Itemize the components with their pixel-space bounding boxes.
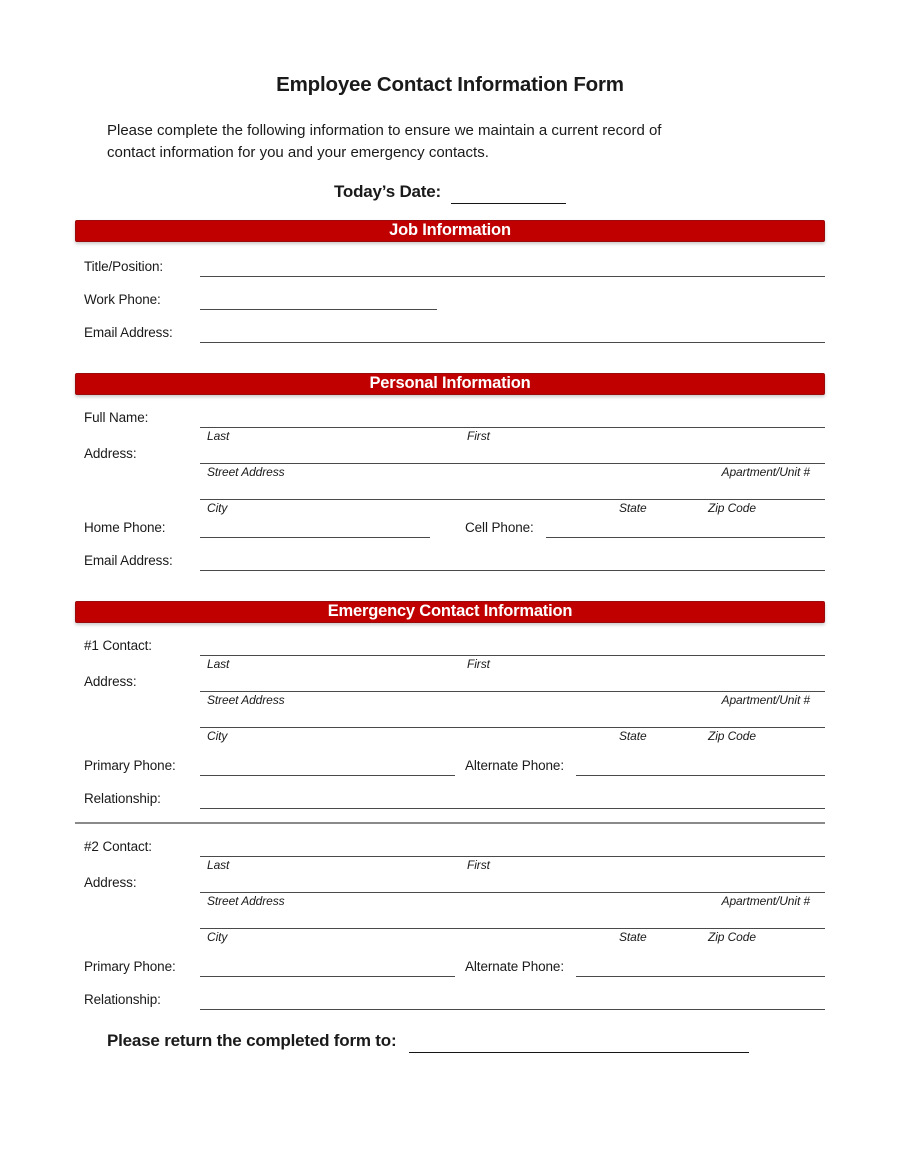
contact2-address-label: Address: [84, 875, 137, 890]
zip-code-sublabel: Zip Code [708, 930, 756, 944]
intro-line-2: contact information for you and your emergency contacts. [107, 144, 489, 161]
contact2-relationship-label: Relationship: [84, 992, 161, 1007]
contact2-city-row [75, 905, 825, 929]
contact2-city-spacer [75, 926, 200, 929]
personal-email-label: Email Address: [84, 553, 173, 568]
first-sublabel: First [467, 858, 490, 872]
contact1-street-sublabels [200, 692, 825, 707]
work-phone-row [75, 286, 825, 310]
contact1-address-label: Address: [84, 674, 137, 689]
contact2-alternate-phone-label: Alternate Phone: [465, 959, 564, 974]
intro-text [107, 120, 825, 164]
contact2-name-row [75, 833, 825, 857]
full-name-input[interactable] [200, 409, 825, 428]
personal-city-sublabels [200, 500, 825, 515]
personal-section-heading: Personal Information [369, 374, 531, 393]
contact2-relationship-input[interactable] [200, 991, 825, 1010]
contact2-alternate-phone-input[interactable] [576, 958, 825, 977]
state-sublabel: State [619, 501, 647, 515]
section-banner-job [75, 220, 825, 242]
city-sublabel: City [207, 501, 228, 515]
title-position-label: Title/Position: [84, 259, 164, 274]
title-position-row [75, 253, 825, 277]
contact2-name-label: #2 Contact: [84, 839, 152, 854]
street-address-sublabel: Street Address [207, 894, 285, 908]
personal-city-input[interactable] [200, 481, 825, 500]
contact1-name-label: #1 Contact: [84, 638, 152, 653]
personal-city-spacer [75, 497, 200, 500]
contact1-block [75, 632, 825, 809]
return-instruction-label: Please return the completed form to: [107, 1031, 397, 1050]
job-email-label: Email Address: [84, 325, 173, 340]
apartment-unit-sublabel: Apartment/Unit # [721, 693, 810, 707]
contact2-name-sublabels [200, 857, 825, 872]
last-sublabel: Last [207, 429, 230, 443]
personal-street-row [75, 440, 825, 464]
personal-email-input[interactable] [200, 552, 825, 571]
first-sublabel: First [467, 429, 490, 443]
personal-section [75, 395, 825, 571]
zip-code-sublabel: Zip Code [708, 729, 756, 743]
section-banner-personal [75, 373, 825, 395]
work-phone-input[interactable] [200, 291, 437, 310]
contact1-relationship-label: Relationship: [84, 791, 161, 806]
home-phone-label: Home Phone: [84, 520, 166, 535]
street-address-sublabel: Street Address [207, 465, 285, 479]
contact2-street-input[interactable] [200, 874, 825, 893]
title-position-input[interactable] [200, 258, 825, 277]
contact1-phones-row [75, 752, 825, 776]
home-phone-input[interactable] [200, 519, 430, 538]
contact1-city-sublabels [200, 728, 825, 743]
contacts-divider [75, 822, 825, 824]
cell-phone-label: Cell Phone: [465, 520, 534, 535]
todays-date-row [75, 180, 825, 204]
contact1-relationship-input[interactable] [200, 790, 825, 809]
contact1-primary-phone-input[interactable] [200, 757, 455, 776]
contact1-relationship-row [75, 785, 825, 809]
contact1-alternate-phone-label: Alternate Phone: [465, 758, 564, 773]
cell-phone-input[interactable] [546, 519, 825, 538]
contact2-primary-phone-label: Primary Phone: [84, 959, 176, 974]
return-to-input[interactable] [409, 1032, 749, 1053]
contact2-city-sublabels [200, 929, 825, 944]
contact1-name-sublabels [200, 656, 825, 671]
contact2-phones-row [75, 953, 825, 977]
form-content [75, 72, 825, 1053]
emergency-section [75, 623, 825, 1010]
contact2-block [75, 833, 825, 1010]
apartment-unit-sublabel: Apartment/Unit # [721, 465, 810, 479]
contact1-city-spacer [75, 725, 200, 728]
work-phone-label: Work Phone: [84, 292, 161, 307]
contact2-primary-phone-input[interactable] [200, 958, 455, 977]
contact2-street-sublabels [200, 893, 825, 908]
last-sublabel: Last [207, 858, 230, 872]
last-sublabel: Last [207, 657, 230, 671]
city-sublabel: City [207, 729, 228, 743]
contact1-street-row [75, 668, 825, 692]
state-sublabel: State [619, 729, 647, 743]
contact2-relationship-row [75, 986, 825, 1010]
job-section [75, 242, 825, 343]
contact2-city-input[interactable] [200, 910, 825, 929]
personal-phones-row [75, 514, 825, 538]
intro-line-1: Please complete the following information to ensure we maintain a current record of [107, 122, 662, 139]
first-sublabel: First [467, 657, 490, 671]
emergency-section-heading: Emergency Contact Information [327, 602, 573, 621]
section-banner-emergency [75, 601, 825, 623]
contact2-name-input[interactable] [200, 838, 825, 857]
state-sublabel: State [619, 930, 647, 944]
todays-date-input[interactable] [451, 185, 566, 204]
job-email-row [75, 319, 825, 343]
contact1-city-row [75, 704, 825, 728]
full-name-sublabels [200, 428, 825, 443]
contact1-street-input[interactable] [200, 673, 825, 692]
full-name-label: Full Name: [84, 410, 149, 425]
job-email-input[interactable] [200, 324, 825, 343]
personal-street-input[interactable] [200, 445, 825, 464]
contact1-primary-phone-label: Primary Phone: [84, 758, 176, 773]
contact1-city-input[interactable] [200, 709, 825, 728]
contact1-name-row [75, 632, 825, 656]
city-sublabel: City [207, 930, 228, 944]
personal-address-label: Address: [84, 446, 137, 461]
street-address-sublabel: Street Address [207, 693, 285, 707]
full-name-row [75, 404, 825, 428]
apartment-unit-sublabel: Apartment/Unit # [721, 894, 810, 908]
personal-city-row [75, 476, 825, 500]
page-title: Employee Contact Information Form [276, 73, 624, 96]
return-instruction-row [107, 1027, 825, 1053]
zip-code-sublabel: Zip Code [708, 501, 756, 515]
contact2-street-row [75, 869, 825, 893]
job-section-heading: Job Information [389, 221, 511, 240]
contact1-alternate-phone-input[interactable] [576, 757, 825, 776]
contact1-name-input[interactable] [200, 637, 825, 656]
personal-email-row [75, 547, 825, 571]
personal-street-sublabels [200, 464, 825, 479]
todays-date-label: Today’s Date: [334, 182, 441, 201]
